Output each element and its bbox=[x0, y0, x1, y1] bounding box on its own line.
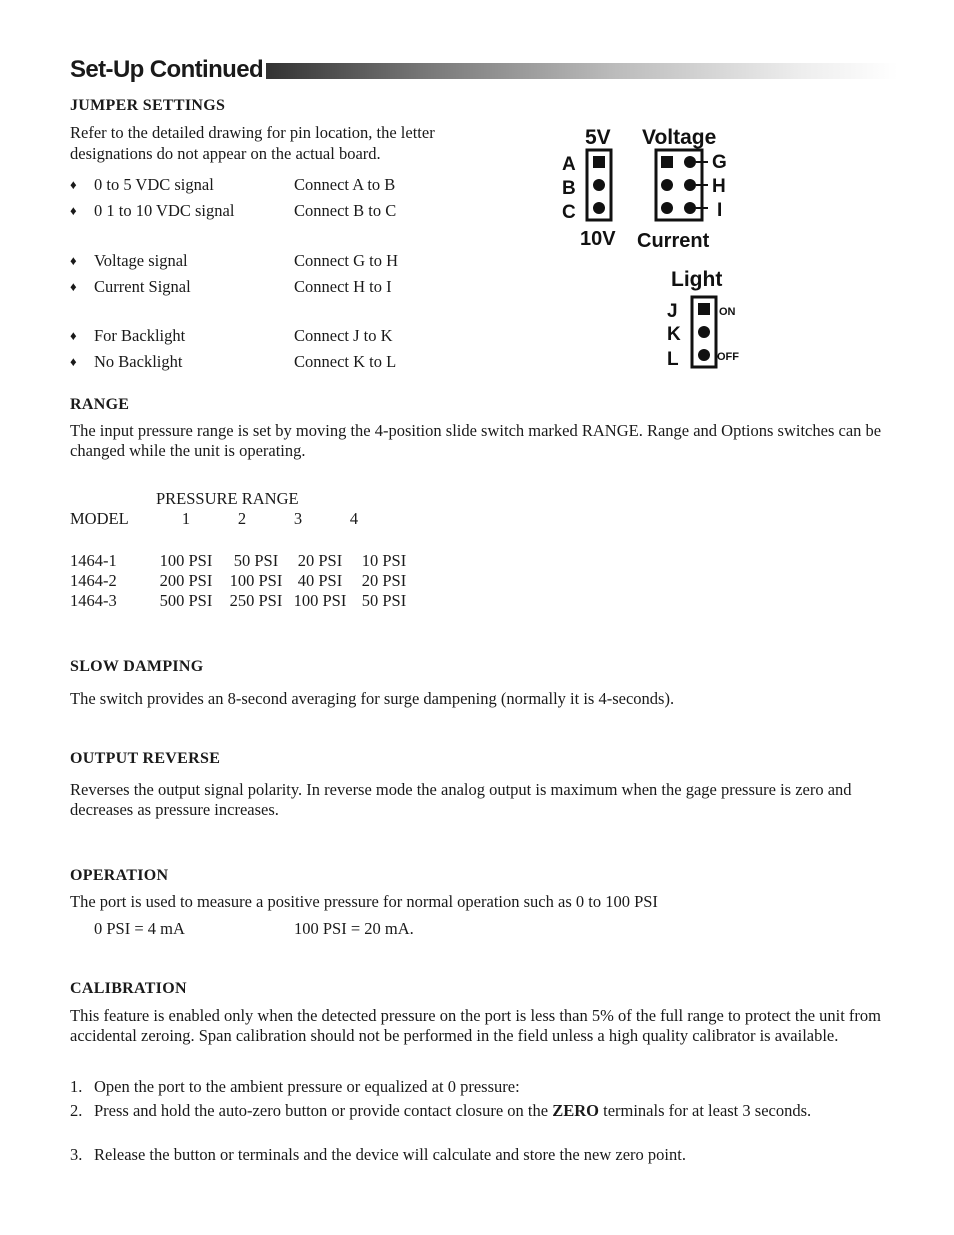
table-cell: 40 PSI bbox=[297, 571, 343, 590]
label-light: Light bbox=[671, 268, 723, 291]
table-cell: 10 PSI bbox=[361, 551, 407, 570]
pin-label-k: K bbox=[667, 324, 681, 345]
jumper-settings-heading: JUMPER SETTINGS bbox=[70, 97, 226, 114]
table-cell: 50 PSI bbox=[233, 551, 279, 570]
range-heading: RANGE bbox=[70, 396, 130, 413]
table-header-position: 4 bbox=[349, 509, 359, 528]
label-10v: 10V bbox=[580, 228, 616, 250]
jumper-item-setting: Current Signal bbox=[94, 277, 191, 296]
jumper-item-action: Connect B to C bbox=[294, 201, 397, 220]
table-cell: 500 PSI bbox=[159, 591, 213, 610]
pressure-range-table bbox=[70, 489, 430, 614]
pin-label-l: L bbox=[667, 349, 679, 370]
pin-label-c: C bbox=[562, 202, 576, 223]
pin-k bbox=[698, 326, 710, 338]
bullet-diamond-icon: ♦ bbox=[70, 203, 77, 218]
jumper-item-action: Connect A to B bbox=[294, 175, 396, 194]
title-gradient-bar bbox=[266, 63, 898, 79]
calibration-heading: CALIBRATION bbox=[70, 980, 187, 997]
pin-label-h: H bbox=[712, 176, 726, 197]
pin-label-g: G bbox=[712, 152, 727, 173]
table-cell: 100 PSI bbox=[229, 571, 283, 590]
step-text: Release the button or terminals and the device will calculate and store the new zero point. bbox=[94, 1145, 686, 1164]
jumper-settings-intro: Refer to the detailed drawing for pin location, the letter designations do not appear on the actual board. bbox=[70, 123, 435, 163]
table-cell: 100 PSI bbox=[293, 591, 347, 610]
step-text: Open the port to the ambient pressure or equalized at 0 pressure: bbox=[94, 1077, 520, 1096]
table-header-model: MODEL bbox=[70, 509, 129, 528]
page-title: Set-Up Continued bbox=[70, 56, 264, 83]
operation-text: The port is used to measure a positive pressure for normal operation such as 0 to 100 PSI bbox=[70, 892, 658, 911]
table-cell: 250 PSI bbox=[229, 591, 283, 610]
table-header-position: 2 bbox=[237, 509, 247, 528]
operation-heading: OPERATION bbox=[70, 867, 169, 884]
pin-l bbox=[698, 349, 710, 361]
pin-j bbox=[698, 303, 710, 315]
label-off: OFF bbox=[717, 351, 739, 363]
table-cell-model: 1464-2 bbox=[70, 571, 117, 590]
jumper-diagram-graphic bbox=[555, 95, 775, 390]
table-header-position: 1 bbox=[181, 509, 191, 528]
pin-h-left bbox=[661, 179, 673, 191]
pin-label-j: J bbox=[667, 301, 678, 322]
jumper-item-setting: No Backlight bbox=[94, 352, 183, 371]
step-text: Press and hold the auto-zero button or provide contact closure on the ZERO terminals for at least 3 seconds. bbox=[94, 1101, 812, 1120]
zero-terminal-label: ZERO bbox=[552, 1101, 599, 1120]
pin-g-left bbox=[661, 156, 673, 168]
pin-b bbox=[593, 179, 605, 191]
label-voltage: Voltage bbox=[642, 126, 717, 149]
jumper-item-setting: Voltage signal bbox=[94, 251, 188, 270]
table-cell: 100 PSI bbox=[159, 551, 213, 570]
pin-h bbox=[684, 179, 696, 191]
bullet-diamond-icon: ♦ bbox=[70, 354, 77, 369]
table-cell-model: 1464-3 bbox=[70, 591, 117, 610]
table-cell: 200 PSI bbox=[159, 571, 213, 590]
step-number: 2. bbox=[70, 1101, 83, 1120]
jumper-item-action: Connect J to K bbox=[294, 326, 393, 345]
table-cell: 50 PSI bbox=[361, 591, 407, 610]
bullet-diamond-icon: ♦ bbox=[70, 253, 77, 268]
pin-a bbox=[593, 156, 605, 168]
pin-label-a: A bbox=[562, 154, 576, 175]
pin-label-b: B bbox=[562, 178, 576, 199]
pin-label-i: I bbox=[717, 200, 723, 221]
label-on: ON bbox=[719, 306, 736, 318]
pin-c bbox=[593, 202, 605, 214]
step-number: 1. bbox=[70, 1077, 83, 1096]
jumper-item-action: Connect K to L bbox=[294, 352, 397, 371]
slow-damping-heading: SLOW DAMPING bbox=[70, 658, 204, 675]
pin-g bbox=[684, 156, 696, 168]
label-current: Current bbox=[637, 230, 710, 252]
bullet-diamond-icon: ♦ bbox=[70, 279, 77, 294]
table-cell: 20 PSI bbox=[297, 551, 343, 570]
jumper-item-action: Connect G to H bbox=[294, 251, 399, 270]
slow-damping-text: The switch provides an 8-second averaging for surge dampening (normally it is 4-seconds). bbox=[70, 689, 675, 708]
operation-max-value: 100 PSI = 20 mA. bbox=[294, 919, 414, 938]
label-5v: 5V bbox=[585, 126, 611, 149]
calibration-text: This feature is enabled only when the detected pressure on the port is less than 5% of the full range to protect the unit from accidental zeroing. Span calibration should not be performed in the field unless a high quality calibrator is available. bbox=[70, 1006, 882, 1045]
pin-i-left bbox=[661, 202, 673, 214]
bullet-diamond-icon: ♦ bbox=[70, 177, 77, 192]
jumper-diagram bbox=[555, 95, 775, 390]
jumper-item-setting: For Backlight bbox=[94, 326, 186, 345]
operation-min-value: 0 PSI = 4 mA bbox=[94, 919, 185, 938]
table-cell-model: 1464-1 bbox=[70, 551, 117, 570]
range-text: The input pressure range is set by moving the 4-position slide switch marked RANGE. Range and Options switches can be changed while the unit is operating. bbox=[70, 421, 882, 460]
step-number: 3. bbox=[70, 1145, 83, 1164]
output-reverse-text: Reverses the output signal polarity. In reverse mode the analog output is maximum when the gage pressure is zero and decreases as pressure increases. bbox=[70, 780, 852, 819]
table-cell: 20 PSI bbox=[361, 571, 407, 590]
jumper-item-setting: 0 to 5 VDC signal bbox=[94, 175, 214, 194]
bullet-diamond-icon: ♦ bbox=[70, 328, 77, 343]
jumper-item-action: Connect H to I bbox=[294, 277, 392, 296]
table-header-position: 3 bbox=[293, 509, 303, 528]
output-reverse-heading: OUTPUT REVERSE bbox=[70, 750, 221, 767]
table-title: PRESSURE RANGE bbox=[156, 489, 299, 508]
jumper-item-setting: 0 1 to 10 VDC signal bbox=[94, 201, 235, 220]
pin-i bbox=[684, 202, 696, 214]
